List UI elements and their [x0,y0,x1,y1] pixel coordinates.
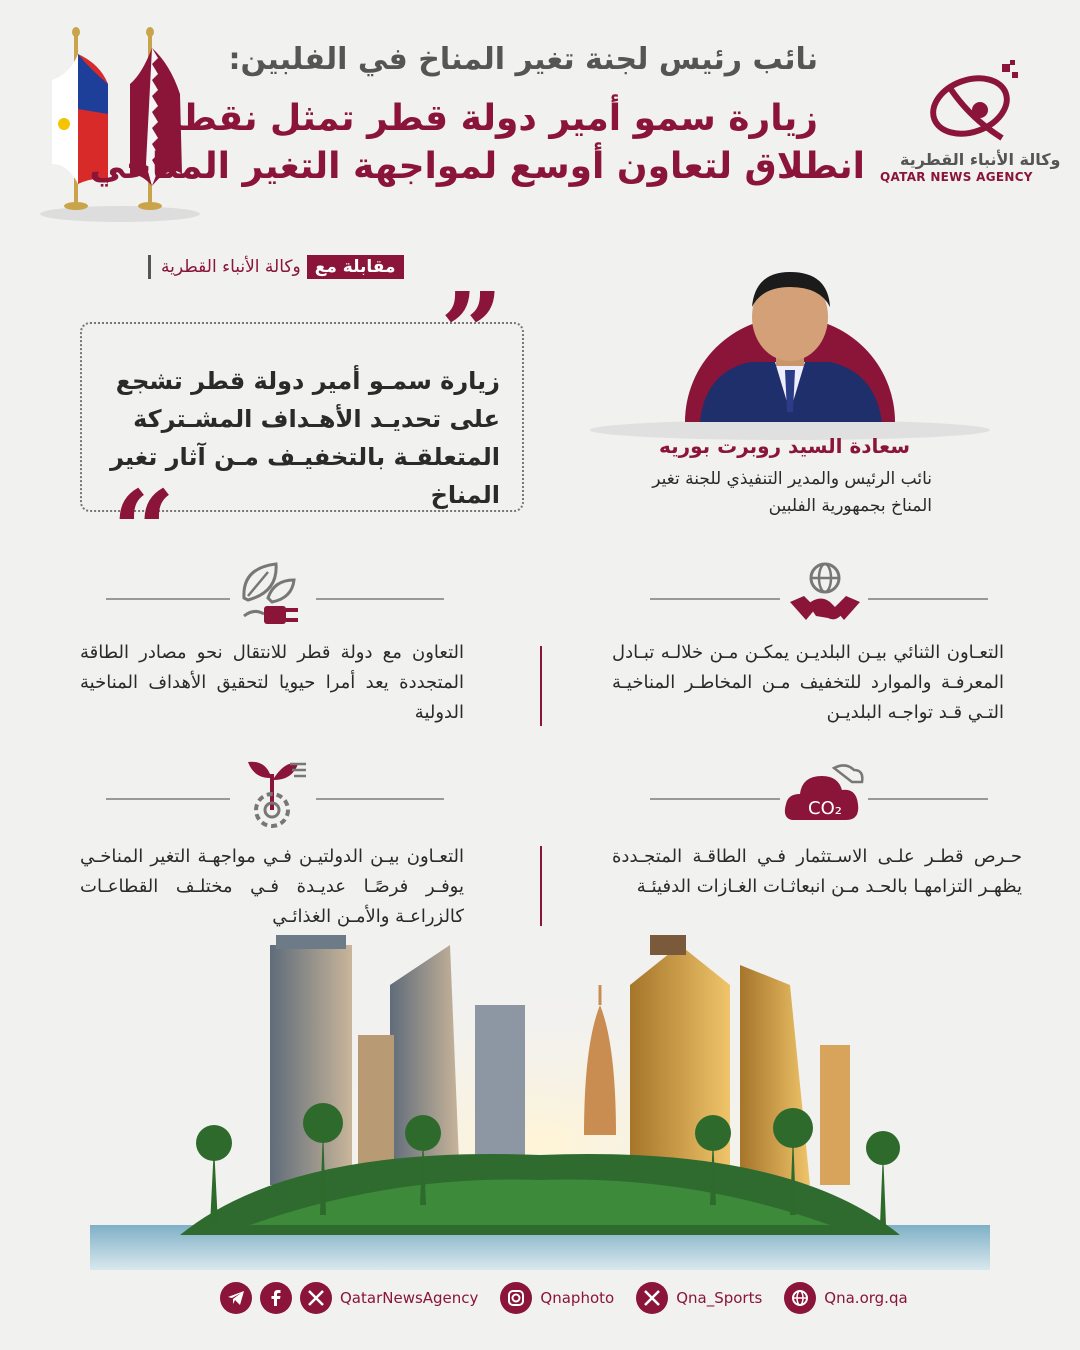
doha-skyline-illustration [90,925,990,1270]
interview-tag [148,252,404,282]
quote-text: زيارة سمـو أمير دولة قطر تشجع على تحديـد الأهـداف المشـتركة المتعلقـة بالتخفيـف مـن آثار تغير المناخ [110,367,500,509]
divider-line [650,798,780,800]
person-name: سعادة السيد روبرت بوريه [658,434,910,458]
globe-icon[interactable] [784,1282,816,1314]
interview-tag-bar [148,255,151,279]
card-3-text: حـرص قطـر علـى الاسـتثمار فـي الطاقـة المتجـددة يظهـر التزامهـا بالحـد مـن انبعاثـات الغـازات الدفيئـة [612,846,1022,897]
co2-cloud-icon [782,758,866,830]
card-1-text: التعـاون الثنائي بيـن البلديـن يمكـن مـن خلالـه تبـادل المعرفـة والموارد للتخفيف مـن المخاطـر المناخيـة التـي قـد تواجـه البلديـن [612,642,1004,723]
social-footer [220,1280,908,1316]
headline-line-2: انطلاق لتعاون أوسع لمواجهة التغير المناخي [89,146,865,187]
quote-close-mark: “ [112,466,176,595]
divider-line [868,598,988,600]
divider-line [868,798,988,800]
interview-tag-highlight: مقابلة مع [307,255,404,279]
divider-line [316,598,444,600]
card-4-text: التعـاون بيـن الدولتيـن فـي مواجهـة التغير المناخـي يوفـر فرصًـا عديـدة فـي مختلـف القطاعـات كالزراعـة والأمـن الغذائـي [80,846,464,927]
person-portrait [590,262,990,442]
social-handle-1[interactable]: QatarNewsAgency [340,1289,479,1307]
logo-name-english: QATAR NEWS AGENCY [880,170,1033,184]
leaf-plug-icon [234,558,312,636]
co2-label: CO₂ [808,798,842,819]
qna-logo-icon [920,58,1030,148]
social-handle-2[interactable]: Qnaphoto [540,1289,615,1307]
social-handle-3[interactable]: Qna_Sports [676,1289,763,1307]
interview-tag-source: وكالة الأنباء القطرية [161,257,301,277]
quote-open-mark: ” [440,268,504,397]
plant-gear-icon [234,752,314,832]
card-2-text: التعاون مع دولة قطر للانتقال نحو مصادر الطاقة المتجددة يعد أمرا حيويا لتحقيق الأهداف المناخية الدولية [80,642,464,723]
handshake-globe-icon [786,558,864,636]
divider-line [106,798,230,800]
facebook-icon[interactable] [260,1282,292,1314]
logo-name-arabic: وكالة الأنباء القطرية [900,150,1061,169]
website-link[interactable]: Qna.org.qa [824,1289,908,1307]
divider-line [650,598,780,600]
instagram-icon[interactable] [500,1282,532,1314]
card-accent-bar [540,846,542,926]
card-accent-bar [540,646,542,726]
telegram-icon[interactable] [220,1282,252,1314]
divider-line [316,798,444,800]
headline-subtitle: نائب رئيس لجنة تغير المناخ في الفلبين: [228,42,818,77]
x-twitter-icon[interactable] [636,1282,668,1314]
divider-line [106,598,230,600]
x-twitter-icon[interactable] [300,1282,332,1314]
headline-line-1: زيارة سمو أمير دولة قطر تمثل نقطة [161,98,818,139]
person-title: نائب الرئيس والمدير التنفيذي للجنة تغير المناخ بجمهورية الفلبين [652,469,932,516]
